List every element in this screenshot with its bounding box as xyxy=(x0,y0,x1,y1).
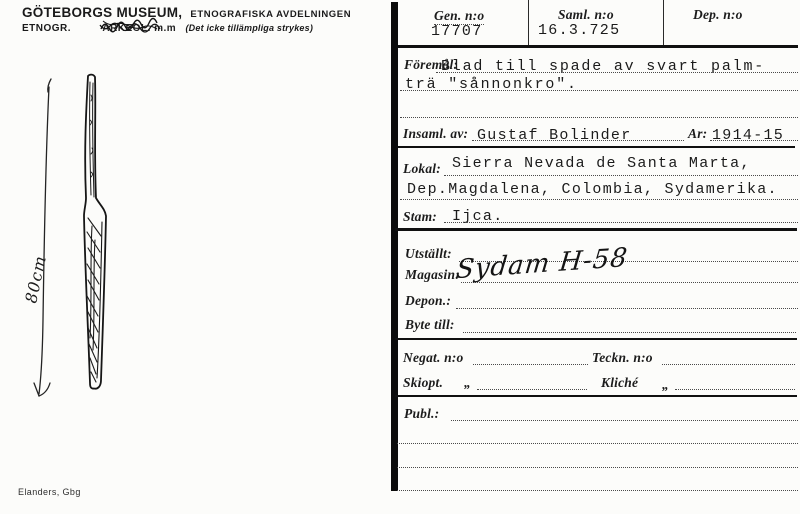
section-rule xyxy=(395,395,797,397)
lokal-dotted-line xyxy=(444,175,798,176)
dept-strike-note: (Det icke tillämpliga strykes) xyxy=(185,23,314,33)
negat-dotted-line xyxy=(473,364,588,365)
blank-dotted-line xyxy=(397,443,798,444)
depon-dotted-line xyxy=(456,308,798,309)
kliche-label: Kliché xyxy=(601,375,639,390)
lokal-value-line2: Dep.Magdalena, Colombia, Sydamerika. xyxy=(407,181,778,198)
section-rule xyxy=(395,228,797,231)
insaml-dotted-line xyxy=(472,140,684,141)
header-col-separator xyxy=(528,0,529,45)
section-rule xyxy=(395,338,797,340)
blank-dotted-line xyxy=(397,467,798,468)
stam-label: Stam: xyxy=(403,209,438,224)
teckn-no-label: Teckn. n:o xyxy=(592,350,653,365)
measure-label-text: 80cm xyxy=(21,253,50,305)
foremal-value-line2: trä "sånnonkro". xyxy=(405,76,578,93)
publ-label: Publ.: xyxy=(404,406,440,421)
negat-no-label: Negat. n:o xyxy=(403,350,464,365)
ar-dotted-line xyxy=(710,140,798,141)
museum-title-department: ETNOGRAFISKA AVDELNINGEN xyxy=(190,9,352,20)
saml-no-label: Saml. n:o xyxy=(558,7,614,22)
blank-dotted-line xyxy=(400,117,798,118)
teckn-dotted-line xyxy=(662,364,795,365)
skiopt-ditto-mark: „ xyxy=(464,375,471,390)
header-col-separator xyxy=(663,0,664,45)
stam-dotted-line xyxy=(444,222,798,223)
museum-title-bold: GÖTEBORGS MUSEUM, xyxy=(22,5,183,20)
lokal-label: Lokal: xyxy=(403,161,441,176)
foremal-dotted-line xyxy=(436,72,798,73)
measure-arrow xyxy=(34,79,51,396)
kliche-dotted-line xyxy=(675,389,795,390)
ar-value: 1914-15 xyxy=(712,127,785,144)
gen-no-label: Gen. n:o xyxy=(434,8,485,23)
depon-label: Depon.: xyxy=(405,293,452,308)
blank-dotted-line xyxy=(397,490,798,491)
printer-credit: Elanders, Gbg xyxy=(18,487,81,497)
kliche-ditto-mark: „ xyxy=(662,377,669,392)
magasin-label: Magasin: xyxy=(405,267,460,282)
insaml-av-value: Gustaf Bolinder xyxy=(477,127,632,144)
panel-divider-bar xyxy=(391,2,398,491)
utstallt-label: Utställt: xyxy=(405,246,452,261)
publ-dotted-line xyxy=(451,420,798,421)
foremal-value-line1: Blad till spade av svart palm- xyxy=(441,58,766,75)
dept-etnogr-label: ETNOGR. xyxy=(22,23,72,34)
section-rule xyxy=(398,146,795,148)
skiopt-dotted-line xyxy=(477,389,587,390)
foremal-label: Föremål: xyxy=(404,57,459,72)
foremal-dotted-line xyxy=(400,90,798,91)
insaml-av-label: Insaml. av: xyxy=(403,126,469,141)
saml-no-value: 16.3.725 xyxy=(538,22,621,39)
gen-no-value: 17707 xyxy=(431,23,483,40)
byte-dotted-line xyxy=(463,332,796,333)
section-rule xyxy=(398,45,798,48)
dept-arkeol-struck: ARKEOL. m.m xyxy=(102,23,176,34)
skiopt-label: Skiopt. xyxy=(403,375,444,390)
byte-till-label: Byte till: xyxy=(405,317,455,332)
lokal-dotted-line xyxy=(400,199,798,200)
magasin-dotted-line xyxy=(461,282,798,283)
stam-value: Ijca. xyxy=(452,208,504,225)
ar-label: Ar: xyxy=(688,126,708,141)
lokal-value-line1: Sierra Nevada de Santa Marta, xyxy=(452,155,751,172)
magasin-handwritten-value: Sydam H-58 xyxy=(454,242,630,286)
dep-no-label: Dep. n:o xyxy=(693,7,743,22)
spade-blade-drawing xyxy=(0,0,390,514)
